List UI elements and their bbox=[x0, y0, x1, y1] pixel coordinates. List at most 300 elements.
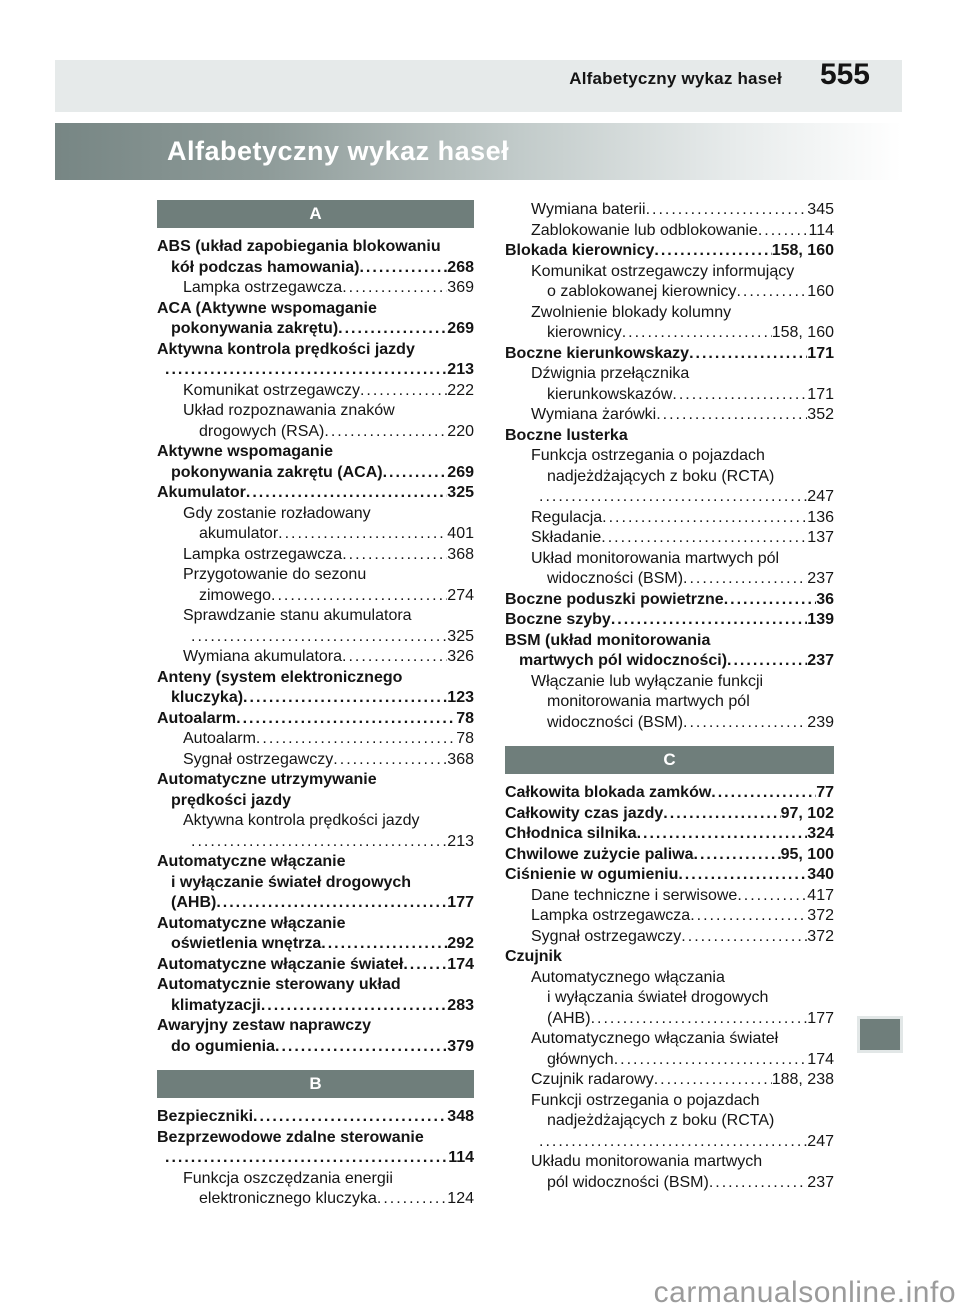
page-number: 247 bbox=[807, 488, 834, 505]
section-header-label: C bbox=[663, 750, 676, 769]
running-header-title: Alfabetyczny wykaz haseł bbox=[569, 69, 782, 88]
entry-text: Składanie bbox=[531, 529, 602, 546]
entry-text: Gdy zostanie rozładowany bbox=[183, 504, 371, 522]
index-entry-line bbox=[157, 422, 474, 443]
index-entry-line bbox=[505, 1070, 834, 1091]
entry-text: Sprawdzanie stanu akumulatora bbox=[183, 607, 412, 624]
index-entry bbox=[157, 1016, 474, 1057]
entry-text: Autoalarm bbox=[157, 709, 237, 727]
index-entry-line bbox=[157, 606, 474, 627]
dot-leader bbox=[663, 804, 780, 825]
page-number: 368 bbox=[447, 545, 474, 563]
page-number: 237 bbox=[807, 652, 834, 669]
page-number: 177 bbox=[447, 894, 474, 911]
index-entry-line bbox=[505, 783, 834, 804]
index-entry-line bbox=[505, 947, 834, 968]
index-entry bbox=[505, 426, 834, 447]
entry-text: Akumulator bbox=[157, 484, 246, 501]
index-entry-line bbox=[505, 426, 834, 447]
index-entry-line bbox=[505, 651, 834, 672]
entry-text: do ogumienia bbox=[171, 1037, 275, 1055]
page-header-bar bbox=[55, 60, 902, 112]
dot-leader bbox=[278, 524, 447, 545]
entry-text: nadjeżdżających z boku (RCTA) bbox=[547, 467, 775, 485]
entry-text: Blokada kierownicy bbox=[505, 242, 655, 259]
index-entry bbox=[505, 508, 834, 529]
index-entry bbox=[505, 446, 834, 508]
entry-text: Aktywne wspomaganie bbox=[157, 443, 334, 460]
page-number: 114 bbox=[808, 221, 834, 239]
entry-text: nadjeżdżających z boku (RCTA) bbox=[547, 1112, 775, 1129]
entry-text: Sygnał ostrzegawczy bbox=[183, 750, 334, 768]
entry-text: klimatyzacji bbox=[171, 996, 261, 1014]
dot-leader bbox=[736, 282, 807, 303]
entry-text: Autoalarm bbox=[183, 730, 256, 747]
page-number: 136 bbox=[807, 508, 834, 526]
entry-text: widoczności (BSM) bbox=[547, 570, 684, 587]
index-entry-line bbox=[157, 627, 474, 648]
index-entry-line bbox=[505, 549, 834, 570]
dot-leader bbox=[271, 586, 447, 607]
index-entry-line bbox=[505, 610, 834, 631]
index-entry-line bbox=[157, 791, 474, 812]
section-header-a bbox=[157, 200, 474, 228]
index-entry bbox=[505, 631, 834, 672]
dot-leader bbox=[539, 487, 807, 508]
dot-leader bbox=[256, 729, 456, 750]
index-entry-line bbox=[157, 647, 474, 668]
dot-leader bbox=[360, 381, 447, 402]
page-number: 325 bbox=[447, 484, 474, 501]
index-entry-line bbox=[505, 262, 834, 283]
index-left-column bbox=[157, 200, 474, 1210]
entry-text: Funkcji ostrzegania o pojazdach bbox=[531, 1091, 760, 1109]
index-entry bbox=[505, 200, 834, 221]
index-entry-line bbox=[505, 692, 834, 713]
dot-leader bbox=[165, 360, 447, 381]
index-entry-line bbox=[157, 975, 474, 996]
index-entry-line bbox=[505, 508, 834, 529]
page-number: 345 bbox=[807, 201, 834, 218]
index-entry-line bbox=[157, 381, 474, 402]
index-entry bbox=[157, 237, 474, 278]
dot-leader bbox=[678, 865, 807, 886]
entry-text: Zwolnienie blokady kolumny bbox=[531, 303, 732, 321]
index-entry bbox=[505, 845, 834, 866]
page-number: 368 bbox=[447, 750, 474, 768]
entry-text: Wymiana baterii bbox=[531, 201, 646, 218]
entry-text: ABS (układ zapobiegania blokowaniu bbox=[157, 238, 441, 255]
page-number: 379 bbox=[447, 1037, 474, 1055]
entry-text: kluczyka) bbox=[171, 689, 244, 706]
entry-text: widoczności (BSM) bbox=[547, 713, 684, 731]
entry-text: Anteny (system elektronicznego bbox=[157, 668, 403, 686]
entry-text: Boczne szyby bbox=[505, 611, 611, 628]
index-entry-line bbox=[157, 668, 474, 689]
index-entry bbox=[505, 1070, 834, 1091]
dot-leader bbox=[672, 385, 807, 406]
dot-leader bbox=[602, 508, 807, 529]
page-number: 213 bbox=[447, 361, 474, 378]
index-entry-line bbox=[157, 442, 474, 463]
section-header-b bbox=[157, 1070, 474, 1098]
entry-text: Aktywna kontrola prędkości jazdy bbox=[157, 340, 415, 358]
index-entry-line bbox=[505, 569, 834, 590]
dot-leader bbox=[342, 278, 447, 299]
entry-text: Automatyczne włączanie świateł bbox=[157, 955, 404, 973]
index-entry bbox=[157, 545, 474, 566]
index-entry-line bbox=[157, 729, 474, 750]
index-entry-line bbox=[505, 824, 834, 845]
entry-text: Automatycznego włączania świateł bbox=[531, 1030, 779, 1047]
entry-text: i wyłączanie świateł drogowych bbox=[171, 873, 412, 891]
dot-leader bbox=[338, 319, 447, 340]
index-entry bbox=[505, 344, 834, 365]
dot-leader bbox=[656, 405, 807, 426]
page-number: 174 bbox=[807, 1050, 834, 1068]
index-entry-line bbox=[505, 405, 834, 426]
page-number: 171 bbox=[807, 344, 834, 362]
entry-text: Chwilowe zużycie paliwa bbox=[505, 845, 694, 863]
index-entry bbox=[157, 565, 474, 606]
entry-text: Sygnał ostrzegawczy bbox=[531, 927, 682, 945]
page-number: 123 bbox=[447, 689, 474, 706]
entry-text: Funkcja ostrzegania o pojazdach bbox=[531, 447, 765, 464]
title-banner bbox=[55, 123, 902, 180]
entry-text: drogowych (RSA) bbox=[199, 422, 325, 440]
index-entry-line bbox=[505, 1152, 834, 1173]
index-entry-line bbox=[157, 504, 474, 525]
page-number: 372 bbox=[807, 927, 834, 945]
page-number: 114 bbox=[448, 1149, 474, 1166]
section-header-label: A bbox=[309, 204, 322, 223]
page-number: 401 bbox=[447, 525, 474, 542]
page-number: 158, 160 bbox=[771, 242, 834, 259]
entry-text: Komunikat ostrzegawczy bbox=[183, 381, 360, 399]
index-entry-line bbox=[505, 886, 834, 907]
index-right-column bbox=[505, 200, 834, 1193]
page-number: 247 bbox=[807, 1132, 834, 1150]
index-entry bbox=[157, 381, 474, 402]
index-entry-line bbox=[157, 237, 474, 258]
index-entry-line bbox=[505, 528, 834, 549]
index-entry-line bbox=[157, 811, 474, 832]
entry-text: Automatycznie sterowany układ bbox=[157, 976, 401, 993]
index-entry bbox=[505, 405, 834, 426]
index-entry-line bbox=[505, 1029, 834, 1050]
dot-leader bbox=[539, 1132, 807, 1153]
dot-leader bbox=[342, 545, 447, 566]
index-entry bbox=[505, 968, 834, 1030]
page-number: 283 bbox=[447, 996, 474, 1014]
index-entry bbox=[505, 364, 834, 405]
entry-text: Aktywna kontrola prędkości jazdy bbox=[183, 812, 420, 829]
index-entry bbox=[505, 804, 834, 825]
entry-text: Bezpieczniki bbox=[157, 1108, 254, 1125]
index-entry-line bbox=[505, 221, 834, 242]
index-entry-line bbox=[157, 463, 474, 484]
dot-leader bbox=[611, 610, 807, 631]
entry-text: pokonywania zakrętu) bbox=[171, 320, 339, 337]
index-entry-line bbox=[157, 545, 474, 566]
index-entry-line bbox=[157, 1169, 474, 1190]
entry-text: Wymiana żarówki bbox=[531, 406, 657, 423]
dot-leader bbox=[737, 886, 807, 907]
index-entry-line bbox=[505, 968, 834, 989]
entry-text: Boczne kierunkowskazy bbox=[505, 344, 690, 362]
index-entry bbox=[505, 1152, 834, 1193]
entry-text: kierownicy bbox=[547, 324, 622, 341]
dot-leader bbox=[601, 528, 807, 549]
index-entry bbox=[157, 955, 474, 976]
entry-text: Wymiana akumulatora bbox=[183, 648, 343, 665]
page-number: 324 bbox=[807, 825, 834, 842]
entry-text: BSM (układ monitorowania bbox=[505, 631, 711, 649]
index-entry bbox=[505, 528, 834, 549]
page-number: 177 bbox=[807, 1009, 834, 1027]
index-entry-line bbox=[505, 446, 834, 467]
title-banner-text: Alfabetyczny wykaz haseł bbox=[167, 136, 510, 166]
index-entry bbox=[505, 1029, 834, 1070]
page-number: 237 bbox=[807, 1173, 834, 1191]
index-entry-line bbox=[157, 524, 474, 545]
index-entry-line bbox=[505, 344, 834, 365]
dot-leader bbox=[654, 241, 771, 262]
index-entry-line bbox=[505, 487, 834, 508]
dot-leader bbox=[165, 1148, 448, 1169]
index-entry-line bbox=[505, 323, 834, 344]
index-entry-line bbox=[505, 1111, 834, 1132]
entry-text: pól widoczności (BSM) bbox=[547, 1173, 709, 1191]
page-number: 78 bbox=[456, 730, 474, 747]
index-entry-line bbox=[505, 988, 834, 1009]
dot-leader bbox=[321, 934, 447, 955]
index-entry bbox=[157, 709, 474, 730]
page-number: 188, 238 bbox=[771, 1071, 834, 1088]
entry-text: Automatyczne włączanie bbox=[157, 914, 346, 932]
index-entry bbox=[505, 590, 834, 611]
index-entry-line bbox=[157, 955, 474, 976]
index-entry-line bbox=[157, 709, 474, 730]
page-number: 369 bbox=[447, 279, 474, 296]
index-entry-line bbox=[157, 1016, 474, 1037]
dot-leader bbox=[694, 845, 781, 866]
entry-text: Lampka ostrzegawcza bbox=[531, 907, 691, 924]
dot-leader bbox=[709, 1173, 807, 1194]
index-entry bbox=[505, 262, 834, 303]
section-header-c bbox=[505, 746, 834, 774]
entry-text: Całkowity czas jazdy bbox=[505, 804, 664, 822]
index-entry-line bbox=[157, 914, 474, 935]
index-entry-line bbox=[157, 258, 474, 279]
entry-text: Komunikat ostrzegawczy informujący bbox=[531, 262, 795, 280]
page-number: 268 bbox=[447, 258, 474, 276]
index-entry bbox=[157, 299, 474, 340]
page-number: 325 bbox=[447, 627, 474, 645]
page-number-display: 555 bbox=[819, 58, 870, 91]
dot-leader bbox=[758, 221, 809, 242]
dot-leader bbox=[683, 713, 807, 734]
page-number: 220 bbox=[447, 422, 474, 440]
page-number: 137 bbox=[807, 529, 834, 546]
index-entry-line bbox=[157, 832, 474, 853]
entry-text: kierunkowskazów bbox=[547, 385, 673, 403]
entry-text: (AHB) bbox=[171, 894, 217, 911]
entry-text: martwych pól widoczności) bbox=[519, 652, 728, 669]
page-number: 274 bbox=[447, 586, 474, 604]
index-entry-line bbox=[157, 360, 474, 381]
page-number: 158, 160 bbox=[771, 324, 834, 341]
index-entry bbox=[157, 975, 474, 1016]
index-entry-line bbox=[157, 1189, 474, 1210]
index-entry-line bbox=[157, 1107, 474, 1128]
entry-text: pokonywania zakrętu (ACA) bbox=[171, 463, 383, 481]
entry-text: ACA (Aktywne wspomaganie bbox=[157, 299, 377, 317]
index-entry-line bbox=[505, 1009, 834, 1030]
section-header-label: B bbox=[309, 1074, 322, 1093]
entry-text: Całkowita blokada zamków bbox=[505, 784, 712, 801]
index-entry bbox=[157, 401, 474, 442]
entry-text: Dane techniczne i serwisowe bbox=[531, 886, 738, 904]
entry-text: Awaryjny zestaw naprawczy bbox=[157, 1017, 372, 1034]
index-entry-line bbox=[505, 1173, 834, 1194]
dot-leader bbox=[681, 927, 807, 948]
dot-leader bbox=[243, 688, 447, 709]
index-entry-line bbox=[157, 340, 474, 361]
page-number: 174 bbox=[447, 955, 474, 973]
index-entry bbox=[157, 811, 474, 852]
dot-leader bbox=[689, 344, 807, 365]
entry-text: Czujnik radarowy bbox=[531, 1071, 654, 1088]
index-entry-line bbox=[157, 483, 474, 504]
index-entry-line bbox=[157, 299, 474, 320]
dot-leader bbox=[191, 832, 447, 853]
index-entry bbox=[505, 221, 834, 242]
index-entry-line bbox=[157, 565, 474, 586]
dot-leader bbox=[683, 569, 807, 590]
dot-leader bbox=[191, 627, 447, 648]
index-entry bbox=[157, 442, 474, 483]
index-entry-line bbox=[505, 1050, 834, 1071]
dot-leader bbox=[690, 906, 807, 927]
page-number: 97, 102 bbox=[780, 804, 834, 822]
entry-text: Zablokowanie lub odblokowanie bbox=[531, 221, 758, 239]
entry-text: Włączanie lub wyłączanie funkcji bbox=[531, 672, 764, 690]
index-entry bbox=[505, 783, 834, 804]
dot-leader bbox=[359, 258, 447, 279]
entry-text: Chłodnica silnika bbox=[505, 825, 637, 842]
page-number: 78 bbox=[456, 709, 474, 727]
dot-leader bbox=[333, 750, 447, 771]
page-number: 124 bbox=[447, 1190, 474, 1207]
page-number: 139 bbox=[807, 611, 834, 628]
index-entry-line bbox=[505, 1091, 834, 1112]
index-entry bbox=[157, 852, 474, 914]
index-entry bbox=[157, 770, 474, 811]
index-entry-line bbox=[505, 1132, 834, 1153]
index-entry-line bbox=[505, 282, 834, 303]
entry-text: prędkości jazdy bbox=[171, 791, 292, 809]
index-entry-line bbox=[505, 303, 834, 324]
entry-text: Lampka ostrzegawcza bbox=[183, 545, 343, 563]
dot-leader bbox=[591, 1009, 808, 1030]
dot-leader bbox=[614, 1050, 808, 1071]
entry-text: Boczne lusterka bbox=[505, 426, 628, 444]
page-number: 348 bbox=[447, 1108, 474, 1125]
page-number: 213 bbox=[447, 832, 474, 850]
index-entry-line bbox=[157, 852, 474, 873]
entry-text: głównych bbox=[547, 1050, 614, 1068]
index-entry-line bbox=[505, 631, 834, 652]
page-number: 237 bbox=[807, 570, 834, 587]
index-entry bbox=[505, 824, 834, 845]
index-entry bbox=[505, 241, 834, 262]
index-entry bbox=[157, 1128, 474, 1169]
index-entry bbox=[157, 914, 474, 955]
dot-leader bbox=[377, 1189, 447, 1210]
index-entry bbox=[505, 947, 834, 968]
index-entry-line bbox=[505, 713, 834, 734]
index-entry-line bbox=[157, 688, 474, 709]
page-number: 77 bbox=[816, 784, 834, 801]
dot-leader bbox=[324, 422, 447, 443]
page-number: 326 bbox=[447, 648, 474, 665]
dot-leader bbox=[711, 783, 816, 804]
entry-text: Funkcja oszczędzania energii bbox=[183, 1169, 393, 1187]
entry-text: o zablokowanej kierownicy bbox=[547, 283, 737, 300]
index-entry-line bbox=[157, 770, 474, 791]
index-entry bbox=[505, 549, 834, 590]
page-number: 269 bbox=[447, 320, 474, 337]
page-number: 269 bbox=[447, 463, 474, 481]
entry-text: monitorowania martwych pól bbox=[547, 693, 750, 710]
entry-text: Regulacja bbox=[531, 508, 603, 526]
index-entry-line bbox=[157, 1128, 474, 1149]
index-entry-line bbox=[505, 200, 834, 221]
entry-text: elektronicznego kluczyka bbox=[199, 1190, 377, 1207]
entry-text: Dźwignia przełącznika bbox=[531, 365, 690, 382]
page-number: 340 bbox=[807, 866, 834, 883]
index-entry-line bbox=[505, 364, 834, 385]
dot-leader bbox=[646, 200, 808, 221]
index-entry-line bbox=[505, 241, 834, 262]
entry-text: Automatyczne włączanie bbox=[157, 853, 346, 870]
index-entry-line bbox=[505, 927, 834, 948]
index-entry-line bbox=[505, 590, 834, 611]
index-entry bbox=[505, 1091, 834, 1153]
index-entry-line bbox=[157, 934, 474, 955]
page-number: 160 bbox=[807, 283, 834, 300]
page-number: 171 bbox=[807, 385, 834, 403]
entry-text: akumulator bbox=[199, 525, 279, 542]
dot-leader bbox=[261, 996, 447, 1017]
dot-leader bbox=[622, 323, 772, 344]
index-entry bbox=[157, 483, 474, 504]
index-entry bbox=[505, 886, 834, 907]
index-entry-line bbox=[505, 845, 834, 866]
index-entry-line bbox=[157, 319, 474, 340]
index-entry bbox=[505, 906, 834, 927]
index-entry-line bbox=[157, 893, 474, 914]
index-entry-line bbox=[505, 804, 834, 825]
entry-text: Czujnik bbox=[505, 948, 562, 965]
index-entry bbox=[505, 672, 834, 734]
page-number: 352 bbox=[807, 406, 834, 423]
dot-leader bbox=[383, 463, 448, 484]
index-entry bbox=[157, 668, 474, 709]
index-entry bbox=[157, 606, 474, 647]
index-entry-line bbox=[505, 467, 834, 488]
